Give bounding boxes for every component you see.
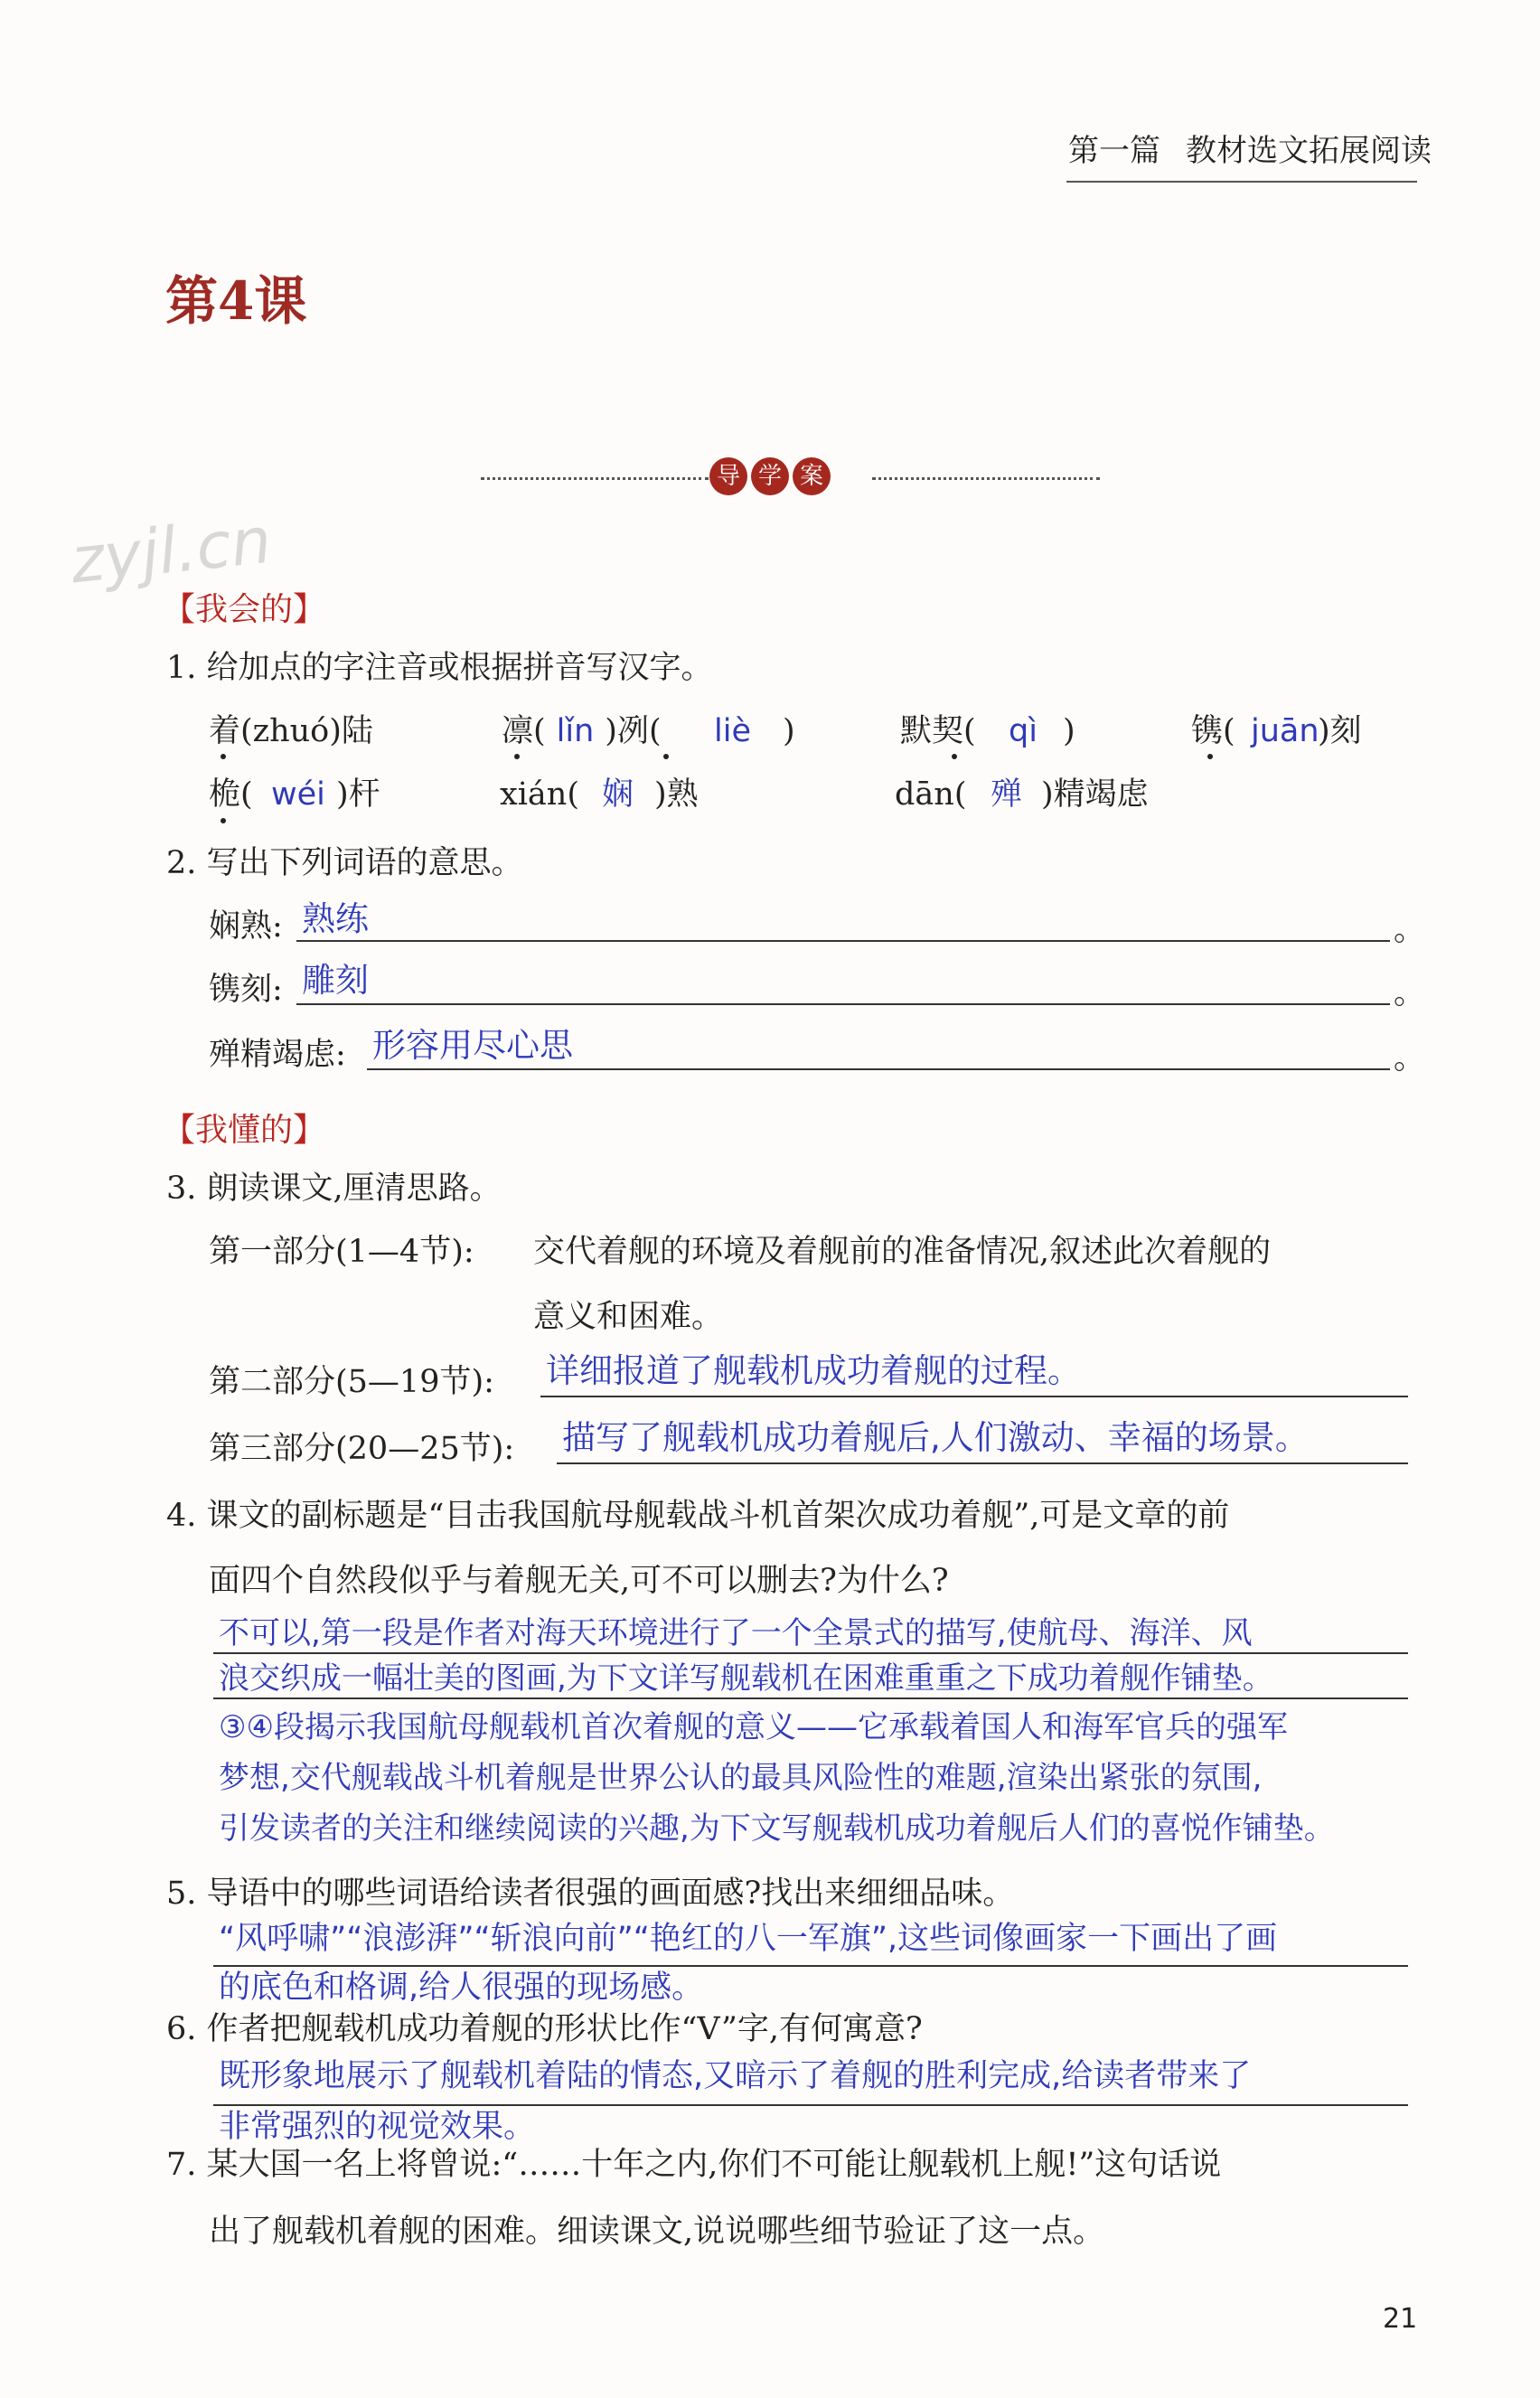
q4-answer: 浪交织成一幅壮美的图画,为下文详写舰载机在困难重重之下成功着舰作铺垫。 — [219, 1660, 1273, 1697]
answer-line — [367, 1068, 1390, 1070]
q4-answer: 不可以,第一段是作者对海天环境进行了一个全景式的描写,使航母、海洋、风 — [219, 1615, 1253, 1651]
answer-char: 殚 — [991, 776, 1023, 813]
q2-label: 娴熟: — [209, 908, 283, 945]
q2-end: 。 — [1394, 975, 1426, 1011]
answer-pinyin: juān — [1251, 713, 1319, 749]
q1-text: ) — [1063, 713, 1075, 749]
q1-text: dān( — [895, 776, 967, 813]
answer-char: 娴 — [602, 776, 634, 813]
answer-line — [296, 940, 1390, 942]
q2-end: 。 — [1394, 912, 1426, 948]
q3-text: 意义和困难。 — [533, 1299, 724, 1335]
q4-answer: ③④段揭示我国航母舰载机首次着舰的意义——它承载着国人和海军官兵的强军 — [219, 1709, 1288, 1745]
watermark: zyjl.cn — [67, 503, 275, 598]
q5-answer: “风呼啸”“浪澎湃”“斩浪向前”“艳红的八一军旗”,这些词像画家一下画出了画 — [219, 1921, 1278, 1957]
answer-line — [213, 1697, 1408, 1699]
q3-answer: 详细报道了舰载机成功着舰的过程。 — [546, 1351, 1081, 1390]
q5-prompt: 5. 导语中的哪些词语给读者很强的画面感?找出来细细品味。 — [166, 1876, 1015, 1912]
emphasis-dot — [514, 754, 520, 759]
answer-line — [213, 2104, 1408, 2106]
q2-prompt: 2. 写出下列词语的意思。 — [166, 845, 523, 881]
answer-pinyin — [662, 713, 690, 749]
banner-char: 学 — [751, 457, 789, 495]
q1-prompt: 1. 给加点的字注音或根据拼音写汉字。 — [166, 650, 713, 686]
q4-answer: 梦想,交代舰载战斗机着舰是世界公认的最具风险性的难题,渲染出紧张的氛围, — [219, 1760, 1263, 1796]
answer-line — [296, 1003, 1390, 1005]
section-heading: 【我懂的】 — [163, 1112, 326, 1149]
q2-answer: 雕刻 — [302, 961, 369, 1000]
answer-pinyin: qì — [1009, 713, 1038, 749]
q1-text: )熟 — [654, 776, 699, 813]
banner-dots-right — [872, 477, 1100, 480]
q1-text: )冽( — [605, 713, 662, 749]
q6-answer: 既形象地展示了舰载机着陆的情态,又暗示了着舰的胜利完成,给读者带来了 — [219, 2058, 1252, 2094]
emphasis-dot — [221, 818, 226, 823]
q3-answer: 描写了舰载机成功着舰后,人们激动、幸福的场景。 — [562, 1418, 1309, 1457]
answer-line — [557, 1462, 1408, 1464]
q7-prompt: 7. 某大国一名上将曾说:“……十年之内,你们不可能让舰载机上舰!”这句话说 — [166, 2147, 1222, 2183]
q2-label: 镌刻: — [209, 972, 283, 1008]
q1-text: 凛( — [502, 713, 546, 749]
banner-dots-left — [481, 477, 709, 480]
q1-text: )刻 — [1318, 713, 1362, 749]
q2-answer: 形容用尽心思 — [372, 1026, 573, 1065]
q5-answer: 的底色和格调,给人很强的现场感。 — [219, 1970, 704, 2006]
q3-label: 第二部分(5—19节): — [209, 1364, 494, 1400]
q4-answer: 引发读者的关注和继续阅读的兴趣,为下文写舰载机成功着舰后人们的喜悦作铺垫。 — [219, 1810, 1335, 1847]
q7-prompt: 出了舰载机着舰的困难。细读课文,说说哪些细节验证了这一点。 — [209, 2214, 1105, 2250]
q2-end: 。 — [1394, 1040, 1426, 1077]
q4-prompt: 面四个自然段似乎与着舰无关,可不可以删去?为什么? — [209, 1563, 949, 1599]
q4-prompt: 4. 课文的副标题是“目击我国航母舰载战斗机首架次成功着舰”,可是文章的前 — [166, 1498, 1230, 1534]
section-heading: 【我会的】 — [163, 591, 326, 628]
q2-label: 殚精竭虑: — [209, 1037, 346, 1073]
q2-answer: 熟练 — [302, 899, 369, 938]
lesson-title: 第4课 — [165, 270, 307, 332]
banner — [708, 457, 832, 495]
q1-text: 镌( — [1191, 713, 1235, 749]
q6-prompt: 6. 作者把舰载机成功着舰的形状比作“V”字,有何寓意? — [166, 2011, 923, 2047]
q1-text: )杆 — [336, 776, 380, 813]
q1-text: 桅( — [209, 776, 253, 813]
answer-line — [213, 1965, 1408, 1967]
q1-item — [209, 713, 373, 749]
q1-text: xián( — [500, 776, 579, 813]
header-part: 第一篇 — [1068, 133, 1160, 169]
emphasis-dot — [663, 754, 669, 759]
emphasis-dot — [221, 754, 226, 759]
answer-pinyin: liè — [714, 713, 751, 749]
q1-text: 着(zhuó)陆 — [209, 713, 373, 749]
answer-pinyin: lǐn — [556, 713, 595, 749]
q3-label: 第三部分(20—25节): — [209, 1431, 515, 1467]
banner-char: 案 — [793, 457, 831, 495]
q3-text: 交代着舰的环境及着舰前的准备情况,叙述此次着舰的 — [533, 1234, 1272, 1270]
q1-text: ) — [783, 713, 795, 749]
emphasis-dot — [952, 754, 957, 759]
q1-text: 默契( — [900, 713, 976, 749]
q6-answer: 非常强烈的视觉效果。 — [219, 2109, 536, 2145]
banner-char: 导 — [709, 457, 747, 495]
emphasis-dot — [1207, 754, 1213, 759]
answer-line — [213, 1652, 1408, 1654]
q1-text: )精竭虑 — [1041, 776, 1149, 813]
header-title: 教材选文拓展阅读 — [1186, 133, 1432, 169]
header-rule — [1066, 181, 1417, 183]
answer-pinyin: wéi — [271, 776, 325, 813]
page-number: 21 — [1383, 2303, 1418, 2335]
q1-item — [502, 713, 690, 749]
q3-label: 第一部分(1—4节): — [209, 1234, 474, 1270]
answer-line — [540, 1396, 1408, 1397]
q3-prompt: 3. 朗读课文,厘清思路。 — [166, 1171, 502, 1207]
